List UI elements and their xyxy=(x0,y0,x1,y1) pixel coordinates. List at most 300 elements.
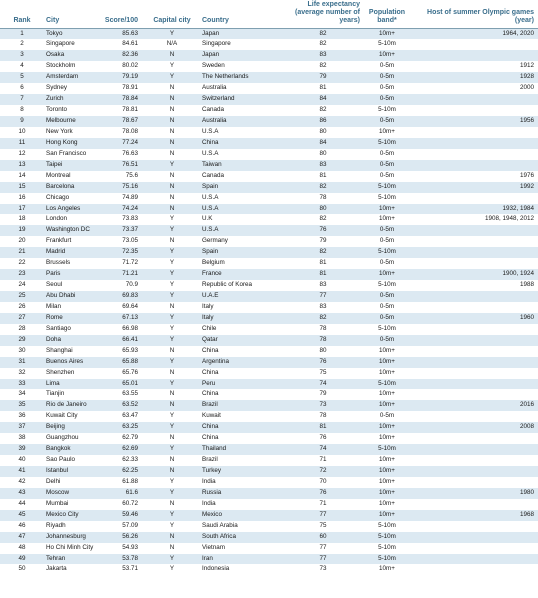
cell-life-expectancy: 82 xyxy=(284,247,362,258)
cell-city: Tokyo xyxy=(44,28,102,39)
cell-score: 61.6 xyxy=(102,488,144,499)
cell-capital-city: Y xyxy=(144,72,200,83)
cell-population-band: 10m+ xyxy=(362,50,412,61)
cell-score: 78.91 xyxy=(102,83,144,94)
cell-city: Stockholm xyxy=(44,61,102,72)
header-population-band: Population band* xyxy=(362,0,412,28)
table-row xyxy=(0,50,538,61)
cell-capital-city: N xyxy=(144,236,200,247)
cell-olympic-host: 1912 xyxy=(412,61,538,72)
cell-city: Santiago xyxy=(44,324,102,335)
cell-population-band: 5-10m xyxy=(362,105,412,116)
cell-population-band: 0-5m xyxy=(362,116,412,127)
cell-country: Japan xyxy=(200,28,284,39)
cell-life-expectancy: 75 xyxy=(284,521,362,532)
table-row xyxy=(0,324,538,335)
cell-population-band: 10m+ xyxy=(362,389,412,400)
cell-capital-city: Y xyxy=(144,444,200,455)
cell-country: Singapore xyxy=(200,39,284,50)
cell-rank: 37 xyxy=(0,422,44,433)
table-row xyxy=(0,554,538,565)
table-row xyxy=(0,149,538,160)
cell-life-expectancy: 78 xyxy=(284,335,362,346)
cell-capital-city: Y xyxy=(144,411,200,422)
cell-city: Los Angeles xyxy=(44,204,102,215)
cell-life-expectancy: 76 xyxy=(284,433,362,444)
cell-population-band: 10m+ xyxy=(362,564,412,575)
cell-rank: 7 xyxy=(0,94,44,105)
cell-life-expectancy: 81 xyxy=(284,83,362,94)
cell-country: Spain xyxy=(200,182,284,193)
cell-population-band: 0-5m xyxy=(362,94,412,105)
cell-capital-city: Y xyxy=(144,422,200,433)
cell-city: Buenos Aires xyxy=(44,357,102,368)
cell-olympic-host xyxy=(412,411,538,422)
cell-city: Kuwait City xyxy=(44,411,102,422)
cell-country: Germany xyxy=(200,236,284,247)
cell-score: 78.08 xyxy=(102,127,144,138)
cell-rank: 18 xyxy=(0,214,44,225)
cell-olympic-host: 1956 xyxy=(412,116,538,127)
cell-score: 65.93 xyxy=(102,346,144,357)
cell-score: 62.79 xyxy=(102,433,144,444)
cell-rank: 30 xyxy=(0,346,44,357)
header-city: City xyxy=(44,0,102,28)
cell-population-band: 10m+ xyxy=(362,214,412,225)
cell-city: Johannesburg xyxy=(44,532,102,543)
cell-country: U.S.A xyxy=(200,193,284,204)
cell-life-expectancy: 80 xyxy=(284,127,362,138)
cell-score: 54.93 xyxy=(102,543,144,554)
cell-rank: 44 xyxy=(0,499,44,510)
cell-population-band: 5-10m xyxy=(362,193,412,204)
cell-score: 66.41 xyxy=(102,335,144,346)
cell-score: 73.05 xyxy=(102,236,144,247)
cell-country: Brazil xyxy=(200,455,284,466)
cell-score: 69.64 xyxy=(102,302,144,313)
cell-city: Seoul xyxy=(44,280,102,291)
cell-rank: 9 xyxy=(0,116,44,127)
cell-rank: 45 xyxy=(0,510,44,521)
cell-score: 78.81 xyxy=(102,105,144,116)
cell-population-band: 10m+ xyxy=(362,127,412,138)
cell-olympic-host: 1992 xyxy=(412,182,538,193)
cell-life-expectancy: 80 xyxy=(284,149,362,160)
cell-city: Beijing xyxy=(44,422,102,433)
cell-life-expectancy: 82 xyxy=(284,214,362,225)
cell-olympic-host xyxy=(412,138,538,149)
cell-city: Riyadh xyxy=(44,521,102,532)
table-header xyxy=(0,0,538,28)
cell-rank: 23 xyxy=(0,269,44,280)
cell-olympic-host xyxy=(412,477,538,488)
header-row xyxy=(0,0,538,28)
cell-score: 85.63 xyxy=(102,28,144,39)
cell-population-band: 5-10m xyxy=(362,324,412,335)
cell-rank: 22 xyxy=(0,258,44,269)
cell-score: 62.69 xyxy=(102,444,144,455)
cell-score: 78.84 xyxy=(102,94,144,105)
cell-capital-city: Y xyxy=(144,564,200,575)
cell-life-expectancy: 80 xyxy=(284,204,362,215)
cell-capital-city: Y xyxy=(144,258,200,269)
cell-life-expectancy: 78 xyxy=(284,324,362,335)
cell-population-band: 0-5m xyxy=(362,149,412,160)
cell-olympic-host: 1932, 1984 xyxy=(412,204,538,215)
table-row xyxy=(0,532,538,543)
table-row xyxy=(0,127,538,138)
cell-population-band: 5-10m xyxy=(362,280,412,291)
cell-population-band: 5-10m xyxy=(362,532,412,543)
table-row xyxy=(0,247,538,258)
header-country: Country xyxy=(200,0,284,28)
cell-capital-city: Y xyxy=(144,357,200,368)
cell-city: Taipei xyxy=(44,160,102,171)
cell-population-band: 10m+ xyxy=(362,510,412,521)
cell-capital-city: Y xyxy=(144,379,200,390)
table-row xyxy=(0,160,538,171)
cell-population-band: 0-5m xyxy=(362,302,412,313)
cell-olympic-host: 2008 xyxy=(412,422,538,433)
cell-city: Paris xyxy=(44,269,102,280)
cell-capital-city: N xyxy=(144,466,200,477)
cell-life-expectancy: 82 xyxy=(284,313,362,324)
cell-capital-city: Y xyxy=(144,61,200,72)
cell-life-expectancy: 81 xyxy=(284,269,362,280)
cell-population-band: 10m+ xyxy=(362,466,412,477)
cell-score: 66.98 xyxy=(102,324,144,335)
cell-score: 73.37 xyxy=(102,225,144,236)
table-row xyxy=(0,214,538,225)
table-row xyxy=(0,455,538,466)
table-row xyxy=(0,72,538,83)
cell-score: 61.88 xyxy=(102,477,144,488)
cell-rank: 2 xyxy=(0,39,44,50)
cell-city: Melbourne xyxy=(44,116,102,127)
cell-city: Montreal xyxy=(44,171,102,182)
cell-life-expectancy: 73 xyxy=(284,564,362,575)
cell-life-expectancy: 84 xyxy=(284,138,362,149)
table-row xyxy=(0,346,538,357)
cell-population-band: 10m+ xyxy=(362,455,412,466)
cell-life-expectancy: 80 xyxy=(284,346,362,357)
cell-life-expectancy: 78 xyxy=(284,411,362,422)
cell-life-expectancy: 83 xyxy=(284,160,362,171)
cell-olympic-host xyxy=(412,389,538,400)
table-body xyxy=(0,28,538,575)
cell-city: Madrid xyxy=(44,247,102,258)
table-row xyxy=(0,291,538,302)
table-row xyxy=(0,543,538,554)
cell-capital-city: N xyxy=(144,204,200,215)
cell-life-expectancy: 72 xyxy=(284,466,362,477)
cell-city: Toronto xyxy=(44,105,102,116)
cell-olympic-host xyxy=(412,554,538,565)
table-row xyxy=(0,302,538,313)
cell-rank: 15 xyxy=(0,182,44,193)
cell-city: Amsterdam xyxy=(44,72,102,83)
cell-population-band: 5-10m xyxy=(362,39,412,50)
table-row xyxy=(0,422,538,433)
cell-score: 74.24 xyxy=(102,204,144,215)
cell-olympic-host xyxy=(412,160,538,171)
cell-country: Thailand xyxy=(200,444,284,455)
cell-country: Qatar xyxy=(200,335,284,346)
cell-city: Rome xyxy=(44,313,102,324)
cell-rank: 34 xyxy=(0,389,44,400)
cell-olympic-host: 1964, 2020 xyxy=(412,28,538,39)
cell-olympic-host xyxy=(412,247,538,258)
cell-country: Italy xyxy=(200,302,284,313)
table-row xyxy=(0,182,538,193)
cell-country: Chile xyxy=(200,324,284,335)
cell-capital-city: Y xyxy=(144,269,200,280)
cell-score: 80.02 xyxy=(102,61,144,72)
cell-population-band: 0-5m xyxy=(362,72,412,83)
cell-city: Osaka xyxy=(44,50,102,61)
cell-population-band: 0-5m xyxy=(362,171,412,182)
cell-city: Istanbul xyxy=(44,466,102,477)
cell-score: 63.52 xyxy=(102,400,144,411)
cell-population-band: 5-10m xyxy=(362,521,412,532)
table-row xyxy=(0,433,538,444)
cell-rank: 14 xyxy=(0,171,44,182)
cell-score: 71.21 xyxy=(102,269,144,280)
table-row xyxy=(0,61,538,72)
cell-population-band: 0-5m xyxy=(362,291,412,302)
cell-country: Belgium xyxy=(200,258,284,269)
cell-rank: 41 xyxy=(0,466,44,477)
cell-country: Mexico xyxy=(200,510,284,521)
cell-rank: 13 xyxy=(0,160,44,171)
table-row xyxy=(0,357,538,368)
cell-capital-city: Y xyxy=(144,521,200,532)
cell-country: U.A.E xyxy=(200,291,284,302)
cell-olympic-host xyxy=(412,368,538,379)
cell-capital-city: Y xyxy=(144,313,200,324)
cell-city: London xyxy=(44,214,102,225)
cell-country: South Africa xyxy=(200,532,284,543)
cell-country: Kuwait xyxy=(200,411,284,422)
cell-population-band: 0-5m xyxy=(362,335,412,346)
cell-capital-city: Y xyxy=(144,214,200,225)
cell-country: Peru xyxy=(200,379,284,390)
table-row xyxy=(0,411,538,422)
cell-life-expectancy: 77 xyxy=(284,510,362,521)
cell-capital-city: N xyxy=(144,83,200,94)
table-row xyxy=(0,466,538,477)
cell-rank: 50 xyxy=(0,564,44,575)
table-row xyxy=(0,83,538,94)
cell-population-band: 0-5m xyxy=(362,236,412,247)
table-row xyxy=(0,269,538,280)
header-olympic-host: Host of summer Olympic games (year) xyxy=(412,0,538,28)
cell-rank: 6 xyxy=(0,83,44,94)
cell-life-expectancy: 81 xyxy=(284,422,362,433)
cell-population-band: 10m+ xyxy=(362,368,412,379)
cell-olympic-host xyxy=(412,455,538,466)
cell-rank: 5 xyxy=(0,72,44,83)
cell-country: Turkey xyxy=(200,466,284,477)
cell-life-expectancy: 82 xyxy=(284,61,362,72)
cell-capital-city: N xyxy=(144,400,200,411)
cell-life-expectancy: 82 xyxy=(284,105,362,116)
cell-country: Vietnam xyxy=(200,543,284,554)
cell-population-band: 10m+ xyxy=(362,488,412,499)
cell-capital-city: N/A xyxy=(144,39,200,50)
cell-olympic-host: 1960 xyxy=(412,313,538,324)
cell-population-band: 10m+ xyxy=(362,477,412,488)
cell-rank: 10 xyxy=(0,127,44,138)
cell-rank: 25 xyxy=(0,291,44,302)
cell-olympic-host xyxy=(412,543,538,554)
cell-rank: 29 xyxy=(0,335,44,346)
cell-city: Jakarta xyxy=(44,564,102,575)
cell-capital-city: N xyxy=(144,346,200,357)
cell-olympic-host xyxy=(412,50,538,61)
cell-olympic-host: 1980 xyxy=(412,488,538,499)
cell-population-band: 10m+ xyxy=(362,400,412,411)
cell-rank: 24 xyxy=(0,280,44,291)
cell-capital-city: Y xyxy=(144,477,200,488)
cell-country: The Netherlands xyxy=(200,72,284,83)
table-row xyxy=(0,335,538,346)
cell-score: 75.6 xyxy=(102,171,144,182)
table-row xyxy=(0,368,538,379)
table-row xyxy=(0,477,538,488)
cell-score: 72.35 xyxy=(102,247,144,258)
cell-score: 77.24 xyxy=(102,138,144,149)
cell-city: Milan xyxy=(44,302,102,313)
cell-life-expectancy: 78 xyxy=(284,193,362,204)
cell-score: 78.67 xyxy=(102,116,144,127)
cell-olympic-host xyxy=(412,39,538,50)
cell-population-band: 5-10m xyxy=(362,247,412,258)
cell-rank: 27 xyxy=(0,313,44,324)
table-row xyxy=(0,510,538,521)
cell-olympic-host xyxy=(412,521,538,532)
cell-city: Sao Paulo xyxy=(44,455,102,466)
cell-population-band: 0-5m xyxy=(362,61,412,72)
cell-capital-city: N xyxy=(144,127,200,138)
cell-capital-city: N xyxy=(144,389,200,400)
cell-olympic-host xyxy=(412,346,538,357)
cell-rank: 33 xyxy=(0,379,44,390)
cell-rank: 40 xyxy=(0,455,44,466)
table-row xyxy=(0,105,538,116)
cell-life-expectancy: 83 xyxy=(284,50,362,61)
cell-rank: 38 xyxy=(0,433,44,444)
cell-city: Sydney xyxy=(44,83,102,94)
table-row xyxy=(0,379,538,390)
cell-population-band: 10m+ xyxy=(362,499,412,510)
cell-country: Switzerland xyxy=(200,94,284,105)
cell-olympic-host xyxy=(412,258,538,269)
cell-capital-city: N xyxy=(144,116,200,127)
table-row xyxy=(0,488,538,499)
cell-life-expectancy: 82 xyxy=(284,182,362,193)
cell-life-expectancy: 71 xyxy=(284,499,362,510)
cell-capital-city: Y xyxy=(144,488,200,499)
header-rank: Rank xyxy=(0,0,44,28)
cell-score: 65.88 xyxy=(102,357,144,368)
cell-country: China xyxy=(200,346,284,357)
cell-score: 70.9 xyxy=(102,280,144,291)
cell-score: 65.01 xyxy=(102,379,144,390)
cell-capital-city: N xyxy=(144,182,200,193)
cell-life-expectancy: 76 xyxy=(284,225,362,236)
cell-capital-city: N xyxy=(144,368,200,379)
cell-rank: 20 xyxy=(0,236,44,247)
cell-city: Brussels xyxy=(44,258,102,269)
cell-capital-city: Y xyxy=(144,247,200,258)
cell-city: Abu Dhabi xyxy=(44,291,102,302)
cell-population-band: 10m+ xyxy=(362,204,412,215)
cell-olympic-host xyxy=(412,225,538,236)
cell-country: U.S.A xyxy=(200,225,284,236)
cell-population-band: 0-5m xyxy=(362,258,412,269)
cell-life-expectancy: 82 xyxy=(284,28,362,39)
cell-population-band: 10m+ xyxy=(362,357,412,368)
cell-rank: 16 xyxy=(0,193,44,204)
cell-olympic-host xyxy=(412,324,538,335)
cell-rank: 28 xyxy=(0,324,44,335)
cell-rank: 17 xyxy=(0,204,44,215)
cell-rank: 31 xyxy=(0,357,44,368)
cell-olympic-host: 1968 xyxy=(412,510,538,521)
cell-country: Australia xyxy=(200,116,284,127)
cell-population-band: 10m+ xyxy=(362,433,412,444)
cell-population-band: 5-10m xyxy=(362,543,412,554)
cell-population-band: 0-5m xyxy=(362,83,412,94)
cell-city: Ho Chi Minh City xyxy=(44,543,102,554)
cell-population-band: 5-10m xyxy=(362,138,412,149)
cell-city: Moscow xyxy=(44,488,102,499)
cell-score: 63.55 xyxy=(102,389,144,400)
cell-city: Rio de Janeiro xyxy=(44,400,102,411)
cell-capital-city: Y xyxy=(144,554,200,565)
cell-life-expectancy: 84 xyxy=(284,94,362,105)
cell-country: China xyxy=(200,433,284,444)
cell-population-band: 5-10m xyxy=(362,379,412,390)
cell-country: China xyxy=(200,422,284,433)
cell-population-band: 0-5m xyxy=(362,225,412,236)
cell-rank: 11 xyxy=(0,138,44,149)
cell-life-expectancy: 81 xyxy=(284,258,362,269)
cell-country: Indonesia xyxy=(200,564,284,575)
cell-rank: 1 xyxy=(0,28,44,39)
cell-rank: 12 xyxy=(0,149,44,160)
cell-rank: 32 xyxy=(0,368,44,379)
cell-country: Russia xyxy=(200,488,284,499)
cell-city: Lima xyxy=(44,379,102,390)
cell-capital-city: Y xyxy=(144,280,200,291)
cell-score: 84.61 xyxy=(102,39,144,50)
table-row xyxy=(0,236,538,247)
table-row xyxy=(0,400,538,411)
cell-city: Delhi xyxy=(44,477,102,488)
cell-score: 74.89 xyxy=(102,193,144,204)
header-life-expectancy: Life expectancy (average number of years) xyxy=(284,0,362,28)
cell-city: Tianjin xyxy=(44,389,102,400)
cell-capital-city: N xyxy=(144,433,200,444)
cell-rank: 47 xyxy=(0,532,44,543)
cell-olympic-host xyxy=(412,532,538,543)
cell-olympic-host: 1976 xyxy=(412,171,538,182)
cell-life-expectancy: 70 xyxy=(284,477,362,488)
cell-score: 73.83 xyxy=(102,214,144,225)
cell-score: 63.47 xyxy=(102,411,144,422)
